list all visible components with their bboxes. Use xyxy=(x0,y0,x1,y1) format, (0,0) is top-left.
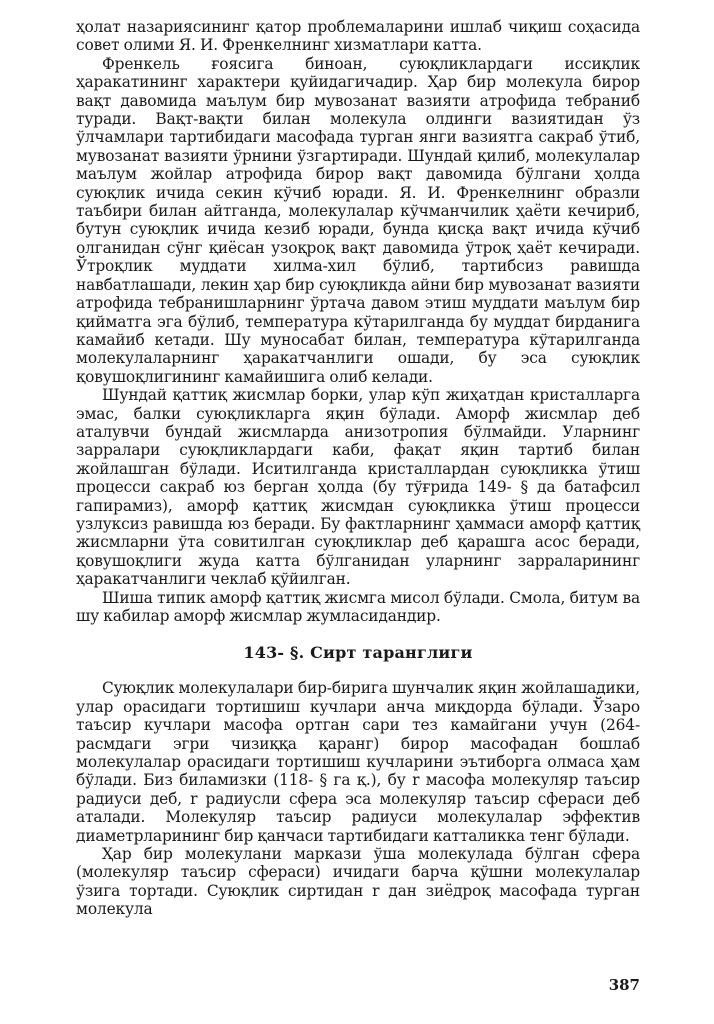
text-block-bottom xyxy=(76,679,640,918)
paragraph-molecular-sphere: Ҳар бир молекулани маркази ўша молекулада бўлган сфера (молекуляр таъсир сфераси) ичидаги барча қўшни молекулалар ўзига тортади. Суюқлик сиртидан r дан зиёдроқ масофада турган молекула xyxy=(76,845,640,919)
paragraph-frenkel-theory: Френкель ғоясига биноан, суюқликлардаги иссиқлик ҳаракатининг характери қуйидагичадир. Ҳар бир молекула бирор вақт давомида маълум бир мувозанат вазияти атрофида тебраниб туради. Вақт-вақти билан молекула олдинги вазиятидан ўз ўлчамлари тартибидаги масофада турган янги вазиятга сакраб ўтиб, мувозанат вазияти ўрнини ўзгартиради. Шундай қилиб, молекулалар маълум жойлар атрофида бирор вақт давомида бўлгани ҳолда суюқлик ичида секин кўчиб юради. Я. И. Френкелнинг образли таъбири билан айтганда, молекулалар кўчманчилик ҳаёти кечириб, бутун суюқлик ичида кезиб юради, бунда қисқа вақт ичида кўчиб олганидан сўнг қиёсан узоқроқ вақт давомида ўтроқ ҳаёт кечиради. Ўтроқлик муддати хилма-хил бўлиб, тартибсиз равишда навбатлашади, лекин ҳар бир суюқликда айни бир мувозанат вазияти атрофида тебранишларнинг ўртача давом этиш муддати маълум бир қийматга эга бўлиб, температура кўтарилганда бу муддат бирданига камайиб кетади. Шу муносабат билан, температура кўтарилганда молекулаларнинг ҳаракатчанлиги ошади, бу эса суюқлик қовушоқлигининг камайишига олиб келади. xyxy=(76,54,640,386)
paragraph-continuation: ҳолат назариясининг қатор проблемаларини ишлаб чиқиш соҳасида совет олими Я. И. Френкелнинг хизматлари катта. xyxy=(76,18,640,55)
page-number: 387 xyxy=(608,976,640,994)
paragraph-molecular-forces: Суюқлик молекулалари бир-бирига шунчалик яқин жойлашадики, улар орасидаги тортишиш кучлари анча миқдорда бўлади. Ўзаро таъсир кучлари масофа ортган сари тез камайгани учун (264- расмдаги эгри чизиққа қаранг) бирор масофадан бошлаб молекулалар орасидаги тортишиш кучларини эътиборга олмаса ҳам бўлади. Биз биламизки (118- § га қ.), бу r масофа молекуляр таъсир радиуси деб, r радиусли сфера эса молекуляр таъсир сфераси деб аталади. Молекуляр таъсир радиуси молекулалар эффектив диаметрларининг бир қанчаси тартибидаги катталикка тенг бўлади. xyxy=(76,679,640,845)
section-heading: 143- §. Сирт таранглиги xyxy=(243,643,473,663)
paragraph-glass-example: Шиша типик аморф қаттиқ жисмга мисол бўлади. Смола, битум ва шу кабилар аморф жисмлар жумласидандир. xyxy=(76,588,640,625)
book-page xyxy=(76,18,640,1008)
text-block-top xyxy=(76,18,640,625)
paragraph-amorphous-solids: Шундай қаттиқ жисмлар борки, улар кўп жиҳатдан кристалларга эмас, балки суюқликларга яқин бўлади. Аморф жисмлар деб аталувчи бундай жисмларда анизотропия бўлмайди. Уларнинг зарралари суюқликлардаги каби, фақат яқин тартиб билан жойлашган бўлади. Иситилганда кристаллардан суюқликка ўтиш процесси сакраб юз берган ҳолда (бу тўғрида 149- § да батафсил гапирамиз), аморф қаттиқ жисмдан суюқликка ўтиш процесси узлуксиз равишда юз беради. Бу фактларнинг ҳаммаси аморф қаттиқ жисмларни ўта совитилган суюқликлар деб қарашга асос беради, қовушоқлиги жуда катта бўлганидан уларнинг зарраларининг ҳаракатчанлиги чеклаб қўйилган. xyxy=(76,386,640,589)
